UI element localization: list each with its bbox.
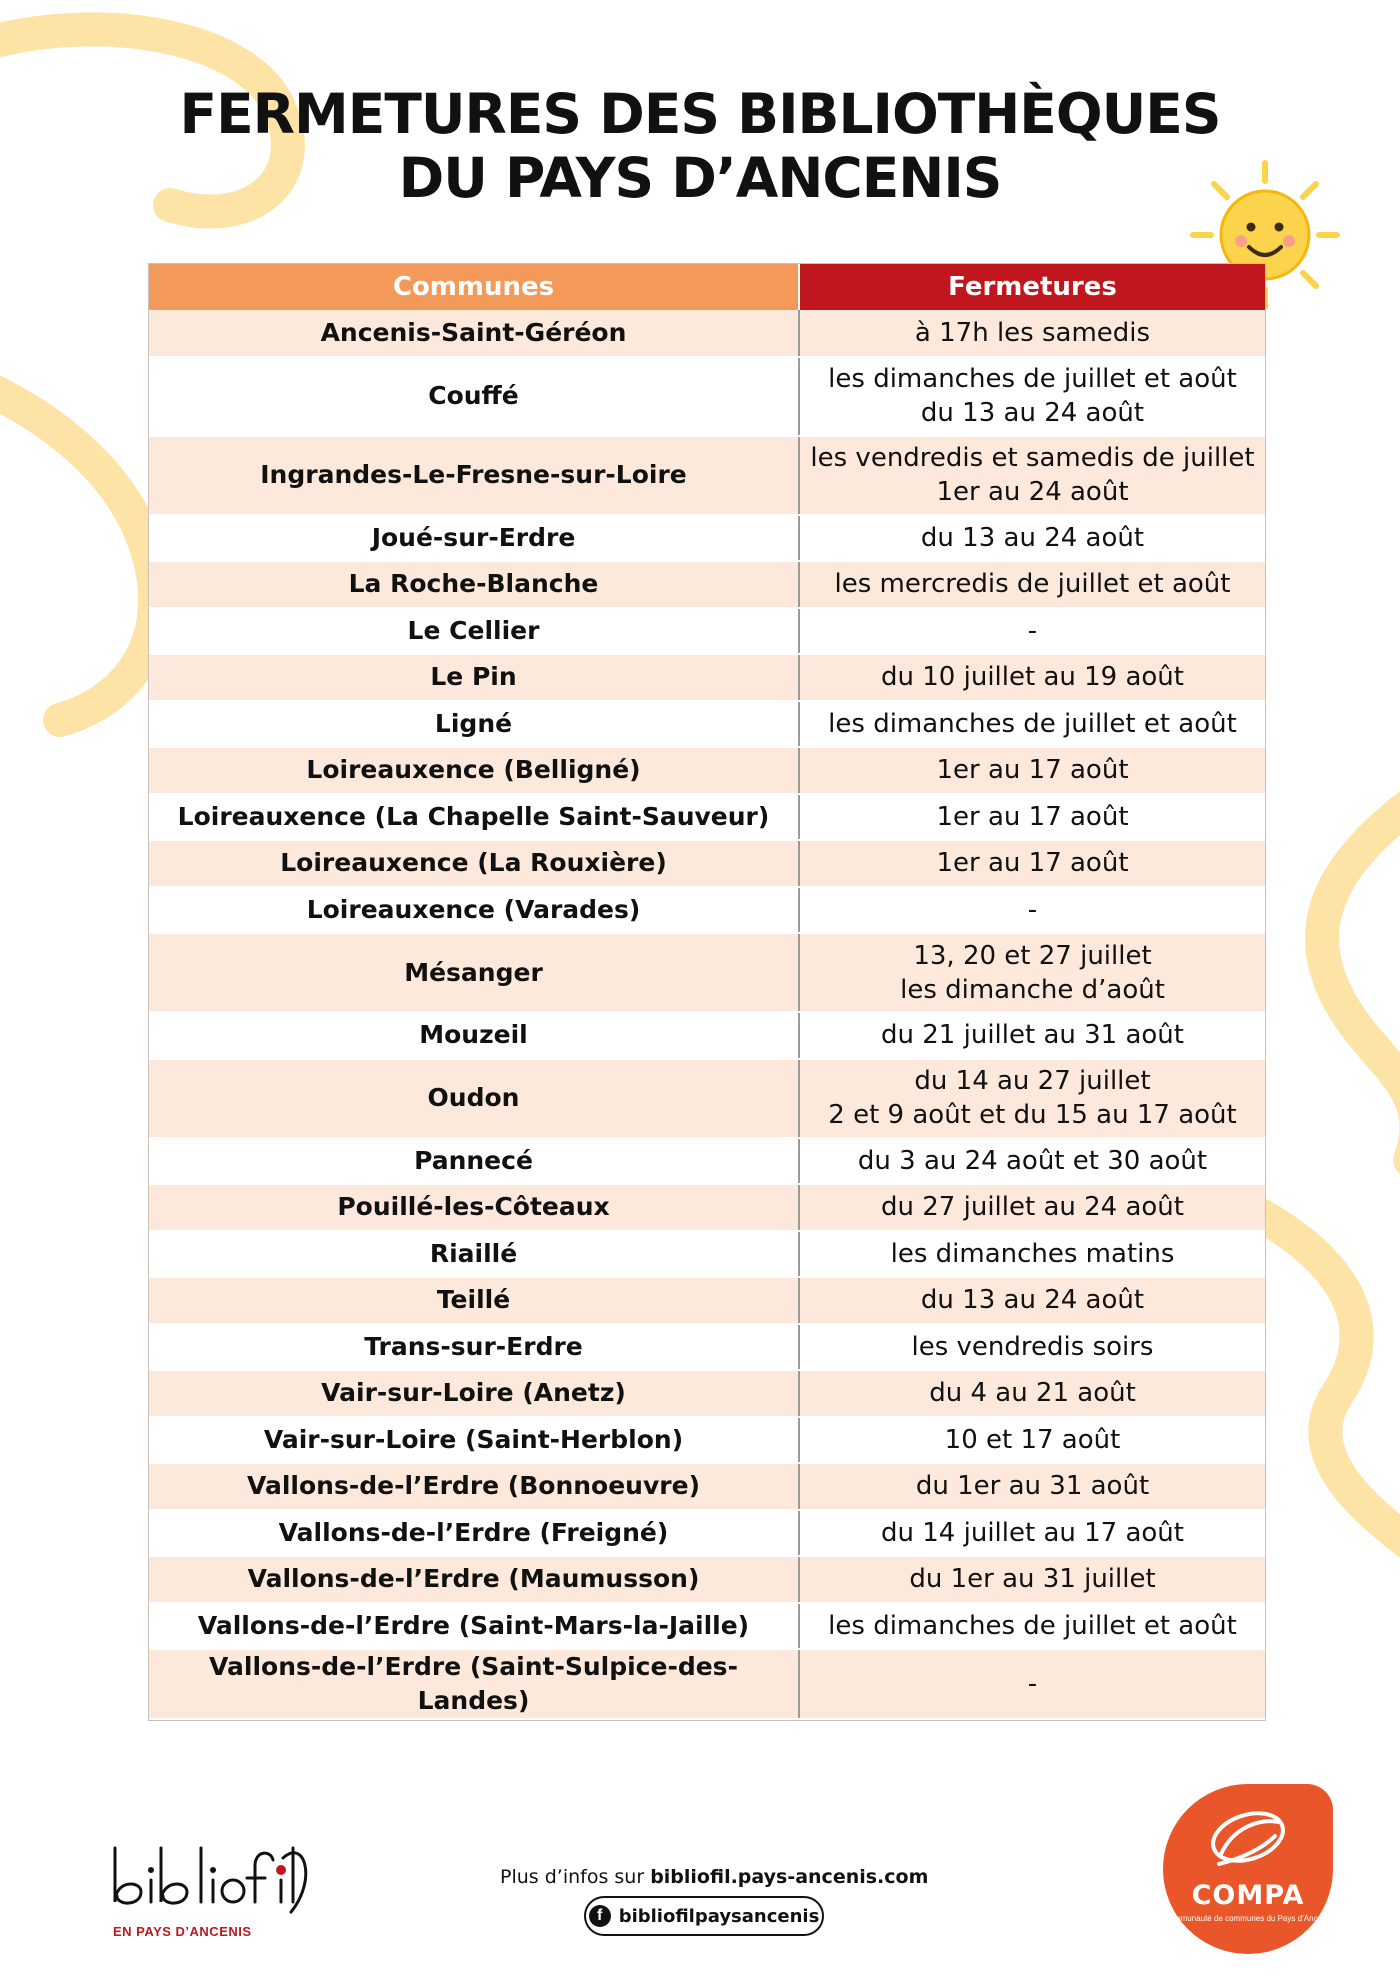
table-row — [149, 701, 1265, 748]
commune-cell: Ancenis-Saint-Géréon — [149, 310, 799, 357]
commune-cell: Loireauxence (Varades) — [149, 887, 799, 934]
commune-cell: Vallons-de-l’Erdre (Freigné) — [149, 1510, 799, 1557]
fermeture-line: les mercredis de juillet et août — [834, 569, 1231, 600]
compa-logo — [1163, 1784, 1333, 1954]
commune-cell: Le Cellier — [149, 608, 799, 655]
fermeture-line: 13, 20 et 27 juillet — [913, 940, 1152, 971]
table-row — [149, 1184, 1265, 1231]
compa-name: COMPA — [1191, 1880, 1305, 1911]
table-row — [149, 310, 1265, 357]
table-row — [149, 608, 1265, 655]
facebook-handle: bibliofilpaysancenis — [618, 1905, 820, 1927]
fermeture-cell — [799, 1138, 1265, 1185]
fermeture-line: les dimanches matins — [890, 1238, 1175, 1269]
fermeture-line: les vendredis et samedis de juillet — [810, 443, 1255, 473]
fermeture-cell — [799, 608, 1265, 655]
fermeture-line: 2 et 9 août et du 15 au 17 août — [828, 1100, 1237, 1130]
table-row — [149, 1603, 1265, 1650]
compa-emblem-icon — [1163, 1792, 1333, 1882]
fermeture-line: 1er au 17 août — [936, 755, 1129, 786]
table-row — [149, 1324, 1265, 1371]
fermeture-line: du 1er au 31 juillet — [909, 1564, 1156, 1595]
header-fermetures: Fermetures — [799, 264, 1265, 310]
fermeture-line: 1er au 17 août — [936, 801, 1129, 832]
commune-cell: Teillé — [149, 1277, 799, 1324]
table-row — [149, 794, 1265, 841]
fermeture-line: du 13 au 24 août — [920, 1285, 1145, 1316]
table-row — [149, 840, 1265, 887]
table-row — [149, 1463, 1265, 1510]
fermeture-cell — [799, 1649, 1265, 1719]
fermeture-line: les dimanches de juillet et août — [828, 364, 1237, 394]
fermeture-cell — [799, 1556, 1265, 1603]
fermeture-cell — [799, 357, 1265, 436]
fermeture-line: les dimanche d’août — [900, 974, 1165, 1005]
facebook-link[interactable] — [584, 1896, 824, 1936]
fermeture-cell — [799, 794, 1265, 841]
fermeture-cell — [799, 561, 1265, 608]
fermeture-cell — [799, 1324, 1265, 1371]
fermeture-cell — [799, 310, 1265, 357]
table-row — [149, 1649, 1265, 1719]
bibliofil-tagline: EN PAYS D’ANCENIS — [113, 1924, 252, 1939]
fermeture-cell — [799, 1231, 1265, 1278]
commune-cell: Vallons-de-l’Erdre (Saint-Mars-la-Jaille) — [149, 1603, 799, 1650]
commune-cell: Vallons-de-l’Erdre (Bonnoeuvre) — [149, 1463, 799, 1510]
commune-cell: Loireauxence (La Chapelle Saint-Sauveur) — [149, 794, 799, 841]
facebook-icon: f — [589, 1905, 611, 1927]
bibliofil-logo — [105, 1840, 315, 1940]
fermeture-line: les dimanches de juillet et août — [828, 1610, 1237, 1641]
commune-cell: Vallons-de-l’Erdre (Saint-Sulpice-des-Landes) — [149, 1649, 799, 1719]
fermeture-line: du 13 au 24 août — [920, 522, 1145, 553]
table-header-row — [149, 264, 1265, 310]
table-row — [149, 1138, 1265, 1185]
table-row — [149, 1370, 1265, 1417]
commune-cell: Loireauxence (Belligné) — [149, 747, 799, 794]
fermeture-cell — [799, 515, 1265, 562]
bibliofil-logo-mark — [105, 1840, 315, 1924]
fermeture-cell — [799, 436, 1265, 515]
fermeture-line: - — [1027, 894, 1038, 925]
fermeture-line: à 17h les samedis — [914, 317, 1151, 348]
fermeture-cell — [799, 1184, 1265, 1231]
fermeture-cell — [799, 1463, 1265, 1510]
compa-subtitle: Communauté de communes du Pays d’Ancenis — [1163, 1914, 1333, 1923]
footer-website-link[interactable]: bibliofil.pays-ancenis.com — [650, 1866, 929, 1888]
table-row — [149, 515, 1265, 562]
fermeture-cell — [799, 1510, 1265, 1557]
commune-cell: Le Pin — [149, 654, 799, 701]
table-row — [149, 357, 1265, 436]
commune-cell: Vair-sur-Loire (Saint-Herblon) — [149, 1417, 799, 1464]
table-row — [149, 1556, 1265, 1603]
fermeture-line: du 14 juillet au 17 août — [881, 1517, 1184, 1548]
fermeture-line: du 4 au 21 août — [929, 1378, 1136, 1409]
fermeture-line: du 14 au 27 juillet — [914, 1066, 1151, 1096]
fermeture-line: 10 et 17 août — [944, 1424, 1121, 1455]
title-line-1: FERMETURES DES BIBLIOTHÈQUES — [179, 82, 1221, 146]
table-row — [149, 747, 1265, 794]
commune-cell: Oudon — [149, 1059, 799, 1138]
fermeture-line: les dimanches de juillet et août — [828, 708, 1237, 739]
commune-cell: Mésanger — [149, 933, 799, 1012]
fermeture-line: du 10 juillet au 19 août — [881, 662, 1184, 693]
fermeture-line: du 13 au 24 août — [920, 398, 1145, 428]
fermeture-cell — [799, 1370, 1265, 1417]
fermeture-cell — [799, 887, 1265, 934]
commune-cell: Trans-sur-Erdre — [149, 1324, 799, 1371]
fermeture-line: - — [1027, 1669, 1038, 1699]
header-communes: Communes — [149, 264, 799, 310]
fermeture-line: les vendredis soirs — [911, 1331, 1154, 1362]
commune-cell: Ingrandes-Le-Fresne-sur-Loire — [149, 436, 799, 515]
commune-cell: Riaillé — [149, 1231, 799, 1278]
table-row — [149, 436, 1265, 515]
commune-cell: Vallons-de-l’Erdre (Maumusson) — [149, 1556, 799, 1603]
fermeture-cell — [799, 1059, 1265, 1138]
table-row — [149, 1417, 1265, 1464]
commune-cell: Joué-sur-Erdre — [149, 515, 799, 562]
fermeture-line: du 3 au 24 août et 30 août — [857, 1145, 1208, 1176]
table-row — [149, 933, 1265, 1012]
table-row — [149, 654, 1265, 701]
fermeture-line: 1er au 24 août — [936, 477, 1129, 507]
footer-info-prefix: Plus d’infos sur — [500, 1866, 651, 1888]
fermeture-line: du 27 juillet au 24 août — [881, 1192, 1184, 1223]
fermeture-line: du 21 juillet au 31 août — [881, 1020, 1184, 1051]
fermeture-cell — [799, 1012, 1265, 1059]
commune-cell: Loireauxence (La Rouxière) — [149, 840, 799, 887]
fermeture-cell — [799, 747, 1265, 794]
fermeture-cell — [799, 1603, 1265, 1650]
fermeture-line: du 1er au 31 août — [915, 1471, 1150, 1502]
table-row — [149, 1059, 1265, 1138]
table-row — [149, 561, 1265, 608]
footer-info — [500, 1866, 929, 1888]
table-row — [149, 887, 1265, 934]
commune-cell: Vair-sur-Loire (Anetz) — [149, 1370, 799, 1417]
commune-cell: Ligné — [149, 701, 799, 748]
fermeture-cell — [799, 1277, 1265, 1324]
fermeture-cell — [799, 1417, 1265, 1464]
closures-table — [149, 264, 1265, 1720]
fermeture-line: 1er au 17 août — [936, 848, 1129, 879]
commune-cell: La Roche-Blanche — [149, 561, 799, 608]
commune-cell: Pannecé — [149, 1138, 799, 1185]
table-row — [149, 1231, 1265, 1278]
commune-cell: Couffé — [149, 357, 799, 436]
commune-cell: Mouzeil — [149, 1012, 799, 1059]
commune-cell: Pouillé-les-Côteaux — [149, 1184, 799, 1231]
fermeture-cell — [799, 701, 1265, 748]
table-row — [149, 1277, 1265, 1324]
title-line-2: DU PAYS D’ANCENIS — [398, 146, 1002, 210]
table-row — [149, 1012, 1265, 1059]
fermeture-cell — [799, 840, 1265, 887]
fermeture-cell — [799, 933, 1265, 1012]
table-row — [149, 1510, 1265, 1557]
fermeture-cell — [799, 654, 1265, 701]
fermeture-line: - — [1027, 615, 1038, 646]
